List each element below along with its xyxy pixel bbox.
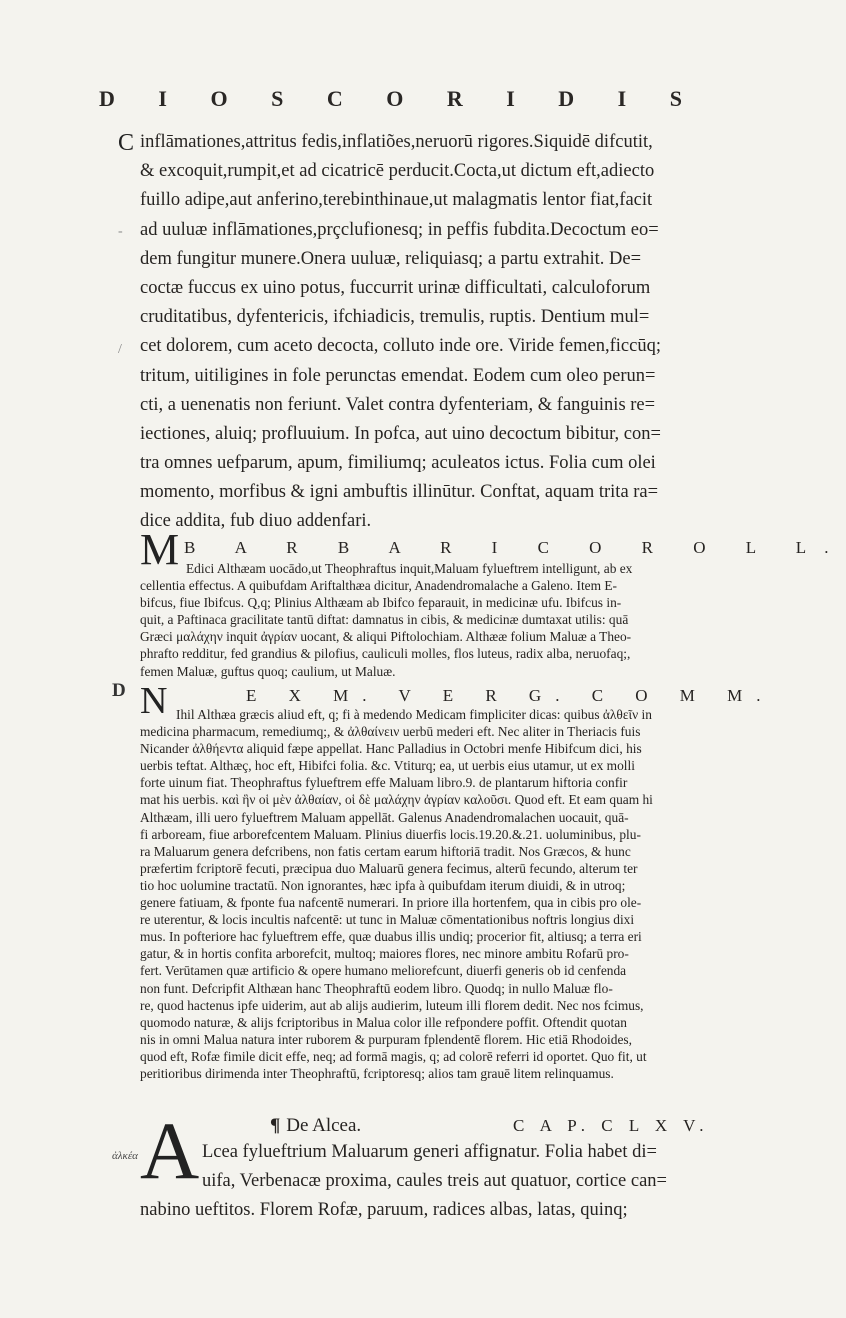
text-line: & excoquit,rumpit,et ad cicatricē perducit.Cocta,ut dictum eft,adiecto [140,161,655,182]
main-paragraph [140,128,700,537]
text-line: re, quod hactenus ipfe uiderim, aut ab alijs audierim, luteum illi florem dedit. Nec nos fcimus, [140,997,644,1013]
text-line: Græci μαλάχην inquit ἀγρίαν uocant, & aliqui Piftolochiam. Althææ folium Maluæ a Theo- [140,629,632,645]
text-line: iectiones, aluiq; profluuium. In pofca, aut uino decoctum bibitur, con= [140,423,661,444]
text-line: Edici Althæam uocādo,ut Theophraftus inquit,Maluam fylueftrem intelligunt, ab ex [186,561,633,576]
text-line: quod eft, Rofæ fimile dicit effe, neq; ad formā magis, q; ad colorē referri id oportet. Quo fit, ut [140,1048,647,1064]
chapter-heading [270,1114,710,1138]
text-line: uerbis teftat. Althæç, hoc eft, Hibifci folia. &c. Vtiturq; ea, ut uerbis eius utamur, ut ex molli [140,758,635,774]
barbari-heading: B A R B A R I C O R O L L. [184,538,846,557]
margin-tick: / [118,342,122,357]
text-line: cellentia effectus. A quibufdam Ariftalthæa dicitur, Anadendromalache a Galeno. Item E- [140,578,618,594]
chapter-number: C A P. C L X V. [513,1116,710,1135]
margin-greek-note: ἀλκέα [112,1150,138,1162]
chapter-title: De Alcea. [286,1115,362,1136]
text-line: Nicander ἀλθήεντα aliquid fæpe appellat. Hanc Palladius in Octobri menfe Hibifcum dici, his [140,741,642,757]
alcea-initial: A [140,1105,200,1196]
text-line: medicina pharmacum, remediumq;, & ἀλθαίνειν uerbū mederi eft. Nec aliter in Theriacis fuis [140,724,641,740]
running-head: D I O S C O R I D I S [99,86,701,111]
text-line: tritum, uitiligines in fole perunctas emendat. Eodem cum oleo perun= [140,365,656,386]
margin-mark: D [112,680,126,701]
verg-section [246,684,775,708]
barbari-text [140,560,700,680]
text-line: Althæam, illi uero fylueftrem Maluam appellāt. Galenus Anadendromalachen uocauit, quā- [140,809,629,825]
margin-tick: - [118,224,123,239]
text-line: fi arboream, fiue arborefcentem Maluam. Plinius diuerfis locis.19.20.&.21. uoluminibus, plu- [140,826,641,842]
text-line: fert. Verūtamen quæ artificio & opere humano meliorefcunt, diuerfi generis ob id cenfenda [140,963,627,979]
text-line: tra omnes uefparum, apum, fimiliumq; aculeatos ictus. Folia cum olei [140,453,656,474]
text-line: fuillo adipe,aut anferino,terebinthinaue,ut malagmatis lentor fiat,facit [140,190,653,211]
alcea-text-cont [140,1196,700,1225]
text-line: phrafto redditur, fed grandius & pilofius, cauliculi molles, flos luteus, radix alba, neruofaq;, [140,646,631,662]
text-line: bifcus, fiue Ibifcus. Q,q; Plinius Althæam ab Ibifco feparauit, in medicinæ ufu. Ibifcus in- [140,595,622,611]
text-line: femen Maluæ, guftus quoq; caulium, ut Maluæ. [140,663,396,679]
pilcrow-icon: ¶ [270,1115,281,1136]
text-line: inflāmationes,attritus fedis,inflatiões,neruorū rigores.Siquidē difcutit, [140,132,653,152]
text-line: Lcea fylueftrium Maluarum generi affignatur. Folia habet di= [202,1142,657,1162]
text-line: nis in omni Malua natura inter ruborem & purpuram fplendentē florem. Hic etiā Rhodoides, [140,1031,632,1047]
text-line: peritioribus dirimenda inter Theophraftū, fcriptoresq; alios tam grauē litem relinquamus. [140,1065,614,1081]
text-line: momento, morfibus & igni ambuftis illinūtur. Conftat, aquam trita ra= [140,482,659,503]
text-line: mat his uerbis. καὶ ἣν οἱ μὲν ἀλθαίαν, οἱ δὲ μαλάχην ἀγρίαν καλοῦσι. Quod eft. Et eam quam hi [140,792,653,808]
verg-initial: N [140,680,168,722]
text-line: uifa, Verbenacæ proxima, caules treis aut quatuor, cortice can= [202,1171,667,1192]
text-line: gatur, & in hortis confita arborefcit, multoq; maiores flores, nec minore ambitu Rofarū pro- [140,946,629,962]
alcea-text [202,1138,700,1196]
text-line: dem fungitur munere.Onera uuluæ, reliquiasq; a partu extrahit. De= [140,248,642,269]
text-line: cti, a uenenatis non feriunt. Valet contra dyfenteriam, & fanguinis re= [140,394,656,415]
text-line: tio hoc uolumine tractatū. Non ignorantes, hæc ipfa à quibufdam iterum diuidi, & in utroq; [140,877,626,893]
text-line: quomodo naturæ, & alijs fcriptoribus in Malua color ille refpondere poffit. Oftendit quotan [140,1014,627,1030]
text-line: mus. In pofteriore hac fylueftrem effe, quæ duabus illis undiq; procerior fit, altiusq; a terra eri [140,929,642,945]
verg-text [140,706,700,1082]
barbari-section [184,536,846,560]
text-line: coctæ fuccus ex uino potus, fuccurrit urinæ difficultati, calculoforum [140,277,651,298]
barbari-initial: M [140,525,180,574]
text-line: dice addita, fub diuo addenfari. [140,511,372,532]
text-line: nabino ueftitos. Florem Rofæ, paruum, radices albas, latas, quinq; [140,1200,628,1220]
text-line: Ihil Althæa græcis aliud eft, q; fi à medendo Medicam fimpliciter dicas: quibus ἀλθεῖν in [176,707,652,722]
text-line: ad uuluæ inflāmationes,prçclufionesq; in peffis fubdita.Decoctum eo= [140,219,659,240]
text-line: genere fatiuam, & fponte fua nafcentē numerari. In priore illa hortenfem, qua in cibis pro ole- [140,895,642,911]
text-line: non funt. Defcripfit Althæan hanc Theophraftū eodem libro. Quodq; in nullo Maluæ flo- [140,980,613,996]
text-line: quit, a Paftinaca gracilitate tantū diftat: damnatus in cibis, & medicinæ dumtaxat utilis: quā [140,612,629,628]
main-initial: C [118,130,135,156]
text-line: forte uinum fiat. Theophraftus fylueftrem effe Maluam libro.9. de plantarum hiftoria confir [140,775,628,791]
text-line: ra Maluarum genera defcribens, non fatis certam earum hiftoriā tradit. Nos Græcos, & hunc [140,843,631,859]
text-line: re uterentur, & locis incultis nafcentē: ut tunc in Maluæ cōmentationibus noftris longius dixi [140,912,635,928]
text-line: cet dolorem, cum aceto decocta, colluto inde ore. Viride femen,ficcūq; [140,336,661,357]
text-line: præfertim fcriptorē fecuti, præcipua duo Maluarū genera fecimus, alterū fecundo, alterum ter [140,860,638,876]
text-line: cruditatibus, dyfentericis, ifchiadicis, tremulis, ruptis. Dentium mul= [140,307,650,328]
verg-heading: E X M. V E R G. C O M M. [246,686,775,705]
